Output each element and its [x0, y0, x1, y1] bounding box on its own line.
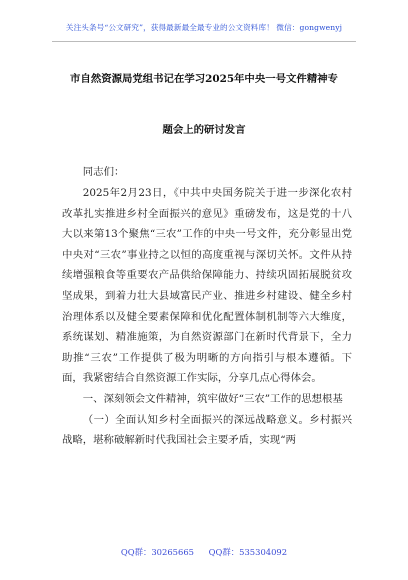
paragraph-subsection-1: （一）全面认知乡村全面振兴的深远战略意义。乡村振兴战略，堪称破解新时代我国社会主要矛盾，实现“两 — [62, 413, 352, 447]
document-body — [62, 183, 352, 451]
greeting — [62, 162, 352, 183]
section-heading-1: 一、深刻领会文件精神，筑牢做好“三农”工作的思想根基 — [82, 392, 343, 405]
document-title-line-1: 市自然资源局党组书记在学习2025年中央一号文件精神专 — [70, 73, 338, 85]
document-title-line-2: 题会上的研讨发言 — [162, 124, 246, 136]
footer-qq-group-2: QQ群：535304092 — [208, 547, 288, 557]
footer-qq-group-1: QQ群：30265665 — [120, 547, 194, 557]
header-divider — [52, 41, 356, 42]
header-notice: 关注头条号“公文研究”，获得最新最全最专业的公文资料库！ 微信：gongwenyj — [65, 23, 343, 32]
page-footer — [0, 546, 408, 558]
greeting-text: 同志们： — [82, 166, 125, 178]
paragraph-intro: 2025年2月23日，《中共中央国务院关于进一步深化农村改革扎实推进乡村全面振兴的意见》重磅发布，这是党的十八大以来第13个聚焦“三农”工作的中央一号文件，充分彰显出党中央对“三农”事业持之以恒的高度重视与深切关怀。文件从持续增强粮食等重要农产品供给保障能力、持续巩固拓展脱贫攻坚成果，到着力壮大县域富民产业、推进乡村建设、健全乡村治理体系以及健全要素保障和优化配置体制机制等六大维度，系统谋划、精准施策，为自然资源部门在新时代背景下，全力助推“三农”工作提供了极为明晰的方向指引与根本遵循。下面，我紧密结合自然资源工作实际，分享几点心得体会。 — [62, 187, 352, 385]
